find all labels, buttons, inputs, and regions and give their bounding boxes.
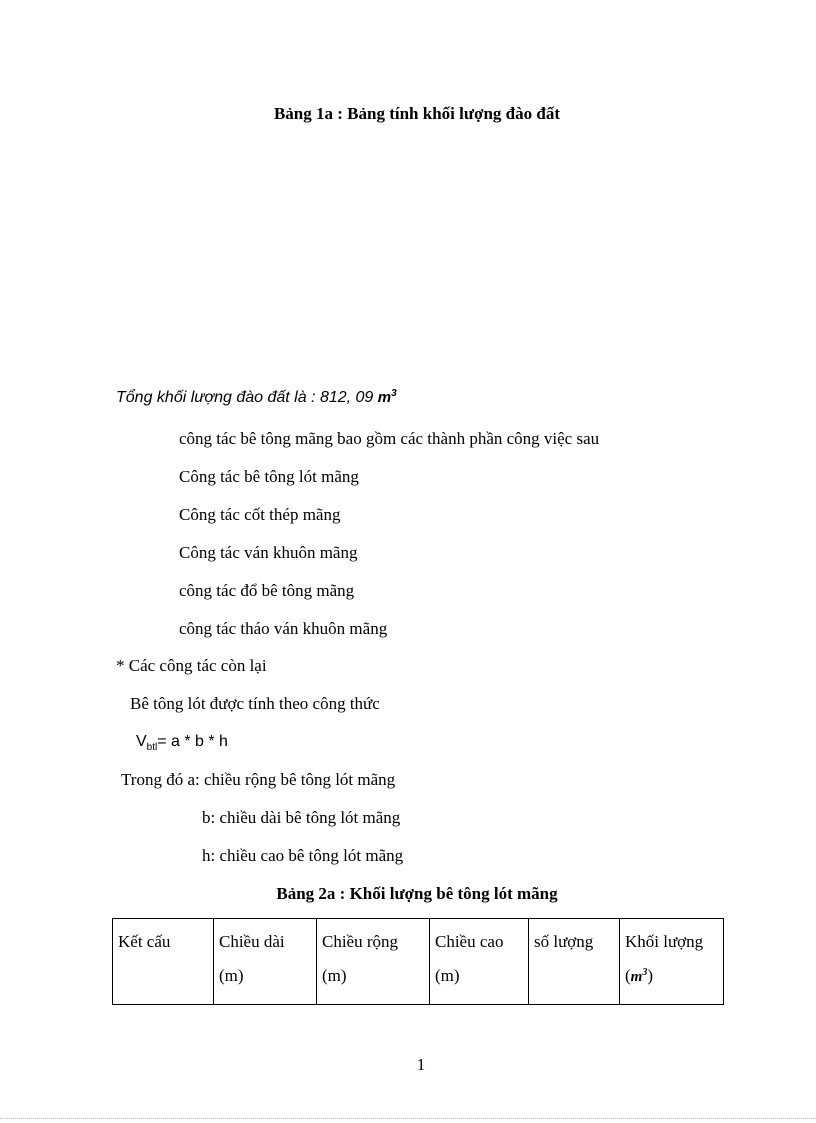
formula: $V_{btl}= a * b * h$ (136, 733, 228, 754)
header-length: Chiều dài (m) (214, 919, 317, 1005)
where-h: h: chiều cao bê tông lót mãng (202, 846, 404, 865)
task-item: Công tác ván khuôn mãng (179, 543, 358, 562)
total-excavation-line (116, 389, 397, 407)
task-item: công tác đổ bê tông mãng (179, 581, 355, 600)
task-item: Công tác cốt thép mãng (179, 505, 341, 524)
concrete-volume-table (112, 918, 724, 1005)
page-number: 1 (416, 1055, 426, 1074)
header-structure: Kết cấu (113, 919, 214, 1005)
table-2a-title: Bảng 2a : Khối lượng bê tông lót mãng (276, 884, 558, 903)
total-excavation-label: Tổng khối lượng đào đất là : 812, 09 (116, 389, 378, 406)
task-item: công tác tháo ván khuôn mãng (179, 619, 388, 638)
where-a: Trong đó a: chiều rộng bê tông lót mãng (121, 770, 396, 789)
formula-intro: Bê tông lót được tính theo công thức (130, 694, 380, 713)
cubic-meter-unit: $m^3$ (630, 967, 648, 985)
tasks-intro: công tác bê tông mãng bao gồm các thành phần công việc sau (179, 429, 600, 448)
where-b: b: chiều dài bê tông lót mãng (202, 808, 401, 827)
page-divider (0, 1118, 816, 1119)
header-volume: Khối lượng $(m^3)$ (620, 919, 724, 1005)
remaining-heading: * Các công tác còn lại (116, 656, 267, 675)
task-item: Công tác bê tông lót mãng (179, 467, 359, 486)
cubic-meter-unit: $m^3$ (377, 388, 397, 406)
table-header-row (113, 919, 724, 1005)
header-quantity: số lượng (529, 919, 620, 1005)
header-height: Chiều cao (m) (430, 919, 529, 1005)
header-width: Chiều rộng (m) (317, 919, 430, 1005)
table-1a-title: Bảng 1a : Bảng tính khối lượng đào đất (273, 104, 561, 123)
